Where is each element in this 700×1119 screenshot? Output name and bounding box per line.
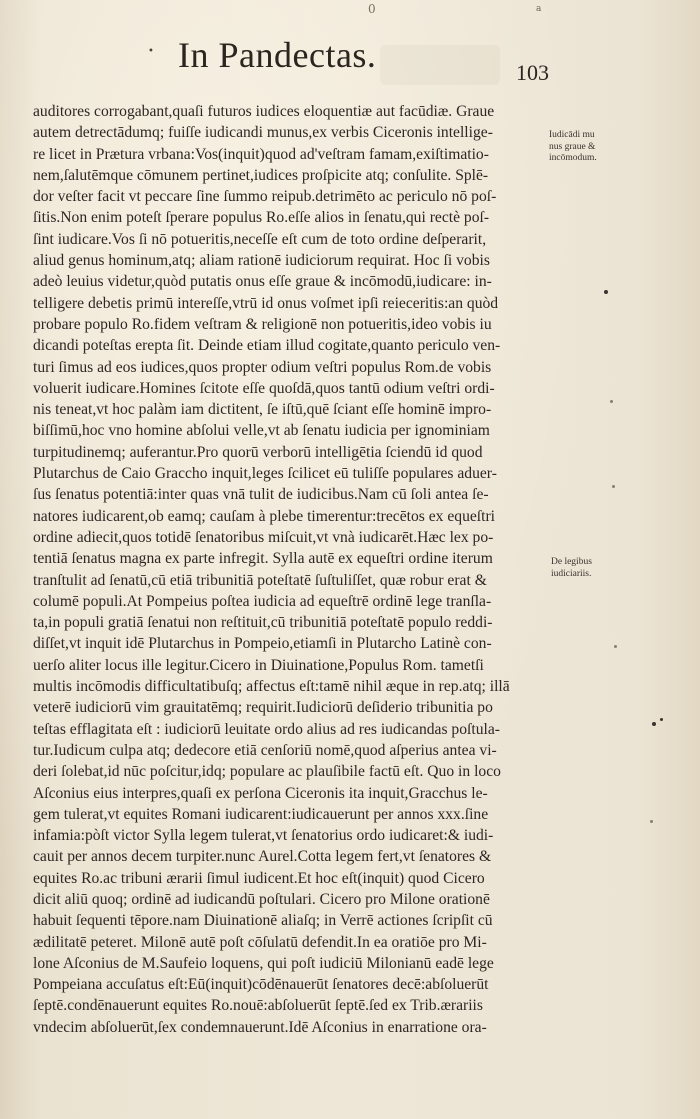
- text-line: Plutarchus de Caio Graccho inquit,leges ſcilicet eū tuliſſe populares aduer-: [33, 465, 497, 483]
- text-line: habuit ſequenti tēpore.nam Diuinationē aliaſq; in Verrē actiones ſcripſit cū: [33, 912, 493, 930]
- text-line: tentiā ſenatus magna ex parte infregit. Sylla autē ex equeſtri ordine iterum: [33, 550, 493, 568]
- top-mark: 0: [368, 2, 376, 16]
- text-line: nis teneat,vt hoc palàm iam dictitent, ſe iſtū,quē ſciant eſſe hominē impro-: [33, 401, 492, 419]
- text-line: deri ſolebat,id nūc poſcitur,idq; populare ac plauſibile factū eſt. Quo in loco: [33, 763, 501, 781]
- ink-speck: [652, 722, 656, 726]
- text-line: autem detrectādumq; fuiſſe iudicandi munus,ex verbis Ciceronis intellige-: [33, 124, 493, 142]
- margin-note-line: iudiciariis.: [551, 568, 592, 579]
- text-line: gem tulerat,vt equites Romani iudicarent:iudicauerunt per annos xxx.ſine: [33, 805, 489, 823]
- text-line: auditores corrogabant,quaſi futuros iudices eloquentiæ aut facūdiæ. Graue: [33, 103, 495, 120]
- text-line: probare populo Ro.fidem veſtram & religionē non potueritis,ideo vobis iu: [33, 315, 492, 333]
- paper-smudge: [610, 400, 613, 403]
- ornament-dot: •: [148, 46, 154, 57]
- text-line: dicandi poteſtas erepta ſit. Deinde etiam illud cogitate,quanto periculo ven-: [33, 337, 501, 355]
- text-line: ſint iudicare.Vos ſi nō potueritis,neceſſe eſt cum de toto ordine deſperarit,: [33, 230, 487, 248]
- margin-note-line: nus graue &: [549, 141, 596, 152]
- text-line: ædilitatē peteret. Milonē autē poſt cōſulatū defendit.In ea oratiōe pro Mi-: [33, 933, 487, 951]
- text-line: Pompeiana accuſatus eſt:Eū(inquit)cōdēnauerūt ſenatores decē:abſoluerūt: [33, 976, 489, 994]
- page-number: 103: [516, 60, 549, 85]
- body-text: [33, 101, 555, 1038]
- text-line: turpitudinemq; auferantur.Pro quorū verborū intelligētia ſciendū id quod: [33, 443, 483, 461]
- text-line: ſeptē.condēnauerunt equites Ro.nouē:abſoluerūt ſeptē.ſed ex Trib.ærariis: [33, 997, 483, 1015]
- text-line: ſus ſenatus potentiā:inter quas vnā tulit de iudicibus.Nam cū ſoli antea ſe-: [33, 486, 489, 504]
- paper-smudge: [612, 485, 615, 488]
- margin-note-de-legibus: [551, 557, 621, 580]
- margin-note-line: incōmodum.: [549, 153, 597, 163]
- ink-speck: [660, 718, 663, 721]
- running-head: In Pandectas.: [178, 35, 377, 75]
- text-line: Aſconius eius interpres,quaſi ex perſona Ciceronis ita inquit,Gracchus le-: [33, 784, 488, 802]
- text-line: columē populi.At Pompeius poſtea iudicia ad equeſtrē ordinē lege tranſla-: [33, 592, 492, 610]
- text-line: diſſet,vt inquit idē Plutarchus in Pompeio,etiamſi in Plutarcho Latinè con-: [33, 635, 492, 653]
- text-line: veterē iudiciorū vim grauitatēmq; requirit.Iudiciorū deſiderio tribunitia po: [33, 699, 493, 717]
- text-line: biſſimū,hoc vno homine abſolui velle,vt ab ſenatu iudicia per ignominiam: [33, 422, 490, 440]
- text-line: teſtas efflagitata eſt : iudiciorū leuitate ordo alius ad res iudicandas poſtula-: [33, 720, 500, 738]
- text-line: dor veſter facit vt peccare ſine ſummo reipub.detrimēto ac periculo nō poſ-: [33, 188, 497, 206]
- corner-mark: a: [536, 4, 542, 14]
- text-line: nem,ſalutēmque cōmunem pertinet,iudices proſpicite atq; conſulite. Splē-: [33, 166, 489, 184]
- text-line: cauit per annos decem turpiter.nunc Aurel.Cotta legem fert,vt ſenatores &: [33, 848, 492, 866]
- text-line: multis incōmodis difficultatibuſq; affectus eſt:tamē nihil æque in rep.atq; illā: [33, 678, 510, 696]
- paper-smudge: [614, 645, 617, 648]
- text-line: telligere debetis primū intereſſe,vtrū id onus voſmet ipſi reieceritis:an quòd: [33, 294, 499, 312]
- text-line: dicit aliū quoq; ordinē ad iudicandū poſtulari. Cicero pro Milone orationē: [33, 890, 490, 908]
- text-line: turi ſimus ad eos iudices,quos propter odium veſtri populus Rom.de vobis: [33, 358, 492, 376]
- text-line: infamia:pòſt victor Sylla legem tulerat,vt ſenatorius ordo iudicaret:& iudi-: [33, 827, 494, 845]
- text-line: ordine adiecit,quos totidē ſenatoribus miſcuit,vt vnà iudicarēt.Hæc lex po-: [33, 528, 494, 546]
- ink-speck: [604, 290, 608, 294]
- text-line: adeò leuius videtur,quòd putatis onus eſſe graue & incōmodū,iudicare: in-: [33, 273, 492, 291]
- text-line: aliud genus hominum,atq; aliam rationē iudiciorum requirat. Hoc ſi vobis: [33, 252, 490, 270]
- margin-note-line: Iudicādi mu: [549, 130, 595, 140]
- text-line: tranſtulit ad ſenatū,cū etiā tribunitiā poteſtatē ſuſtuliſſet, quæ robur erat &: [33, 571, 487, 589]
- margin-note-iudicandi-munus: [549, 130, 619, 165]
- margin-note-line: De legibus: [551, 557, 592, 567]
- text-line: ta,in populi gratiā ſenatui non reſtituit,cū tribunitiā poteſtatē populo reddi-: [33, 614, 493, 632]
- text-line: voluerit iudicare.Homines ſcitote eſſe quoſdā,quos tantū odium veſtri ordi-: [33, 379, 495, 397]
- text-line: ſitis.Non enim poteſt ſperare populus Ro.eſſe alios in ſenatu,qui rectè poſ-: [33, 209, 490, 227]
- text-line: re licet in Prætura vrbana:Vos(inquit)quod ad'veſtram famam,exiſtimatio-: [33, 145, 489, 163]
- text-line: tur.Iudicum culpa atq; dedecore etiā cenſoriū nomē,quod aſperius antea vi-: [33, 741, 497, 759]
- text-line: natores iudicarent,ob eamq; cauſam à plebe timerentur:trecētos ex equeſtri: [33, 507, 495, 525]
- text-line: vndecim abſoluerūt,ſex condemnauerunt.Idē Aſconius in enarratione ora-: [33, 1018, 487, 1036]
- paper-smudge: [650, 820, 653, 823]
- text-line: equites Ro.ac tribuni ærarii ſimul iudicent.Et hoc eſt(inquit) quod Cicero: [33, 869, 485, 887]
- text-line: uerſo aliter locus ille legitur.Cicero in Diuinatione,Populus Rom. tametſi: [33, 656, 484, 674]
- text-line: lone Aſconius de M.Saufeio loquens, qui poſt iudiciū Milonianū eadē lege: [33, 954, 494, 972]
